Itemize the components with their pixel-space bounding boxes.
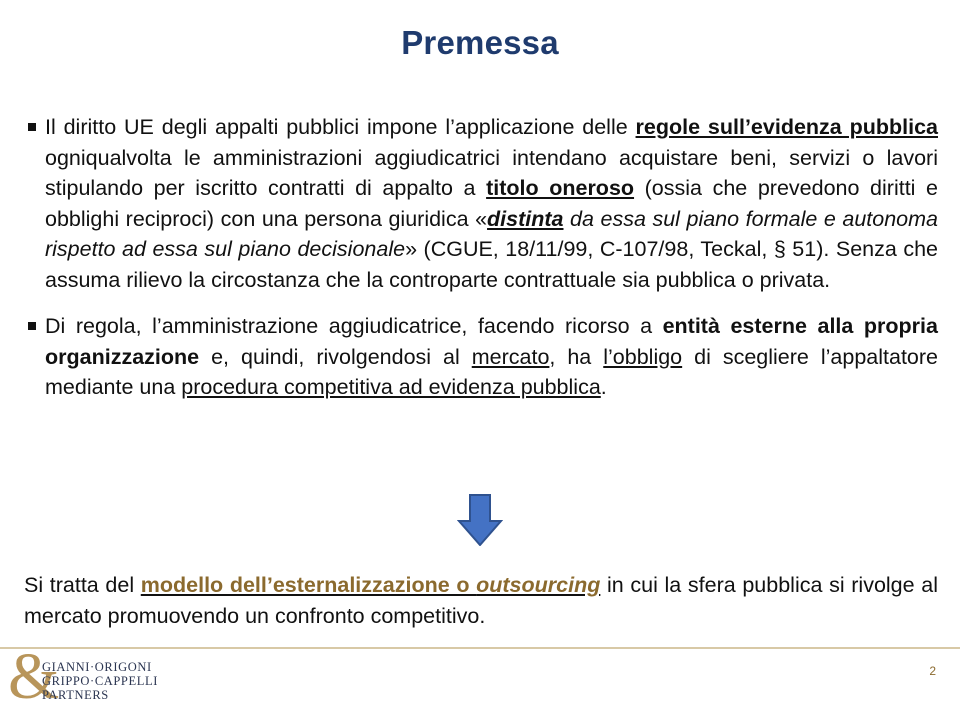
logo-line-1: GIANNI·ORIGONI: [42, 660, 152, 674]
bullet-2-text-2: e, quindi, rivolgendosi al: [199, 344, 472, 369]
conclusion-suffix: in cui la sfera pubblica si rivolge al mercato promuovendo un confronto competitivo.: [24, 573, 938, 628]
bullet-1-text-4: » (CGUE, 18/11/99, C-107/98, Teckal, § 51). Senza che assuma rilievo la circostanza che la controparte contrattuale sia pubblica o privata.: [45, 237, 939, 292]
slide-title: Premessa: [401, 24, 559, 61]
arrow-down-icon: [457, 494, 503, 546]
conclusion-text: [24, 570, 938, 631]
bullet-2-text-5: .: [600, 375, 607, 399]
conclusion-outsourcing: outsourcing: [476, 573, 601, 597]
bullet-2-text-1: Di regola, l’amministrazione aggiudicatrice, facendo ricorso a: [45, 314, 663, 338]
firm-logo: [8, 640, 168, 714]
bullet-2-text-4: di scegliere l’appaltatore mediante una: [45, 344, 938, 399]
conclusion-prefix: Si tratta del: [24, 573, 141, 597]
bullet-item-1: [24, 112, 938, 295]
bullet-item-2: [24, 311, 938, 403]
bullet-1-term-regole: regole sull’evidenza pubblica: [635, 115, 938, 139]
bullet-1-text-1: Il diritto UE degli appalti pubblici impone l’applicazione delle: [45, 115, 636, 139]
square-bullet-icon: [28, 322, 36, 330]
bullet-1-text-2: ogniqualvolta le amministrazioni aggiudicatrici intendano acquistare beni, servizi o lavori stipulando per iscritto contratti di appalto a: [45, 145, 938, 200]
bullet-2-text-3: , ha: [549, 344, 604, 369]
bullet-2-term-obbligo: l’obbligo: [603, 344, 683, 369]
page-number: 2: [929, 664, 936, 678]
bullet-1-quote: da essa sul piano formale e autonoma rispetto ad essa sul piano decisionale: [45, 206, 938, 261]
bullet-2-term-entita-esterne: entità esterne alla propria organizzazione: [45, 314, 938, 369]
conclusion-model: modello dell’esternalizzazione o: [140, 573, 477, 597]
bullet-1-term-distinta: distinta: [487, 206, 564, 231]
bullet-2-term-mercato: mercato: [471, 344, 550, 369]
footer-divider: [0, 647, 960, 649]
square-bullet-icon: [28, 123, 36, 131]
logo-line-2: GRIPPO·CAPPELLI: [42, 674, 158, 688]
logo-wordmark: [42, 660, 158, 702]
ampersand-logo: &: [8, 640, 60, 713]
logo-line-3: PARTNERS: [42, 688, 109, 702]
bullet-list: [24, 112, 938, 403]
bullet-1-text-3: (ossia che prevedono diritti e obblighi reciproci) con una persona giuridica «: [45, 176, 939, 231]
bullet-1-term-titolo-oneroso: titolo oneroso: [486, 176, 635, 200]
bullet-2-term-procedura: procedura competitiva ad evidenza pubblica: [181, 375, 601, 399]
